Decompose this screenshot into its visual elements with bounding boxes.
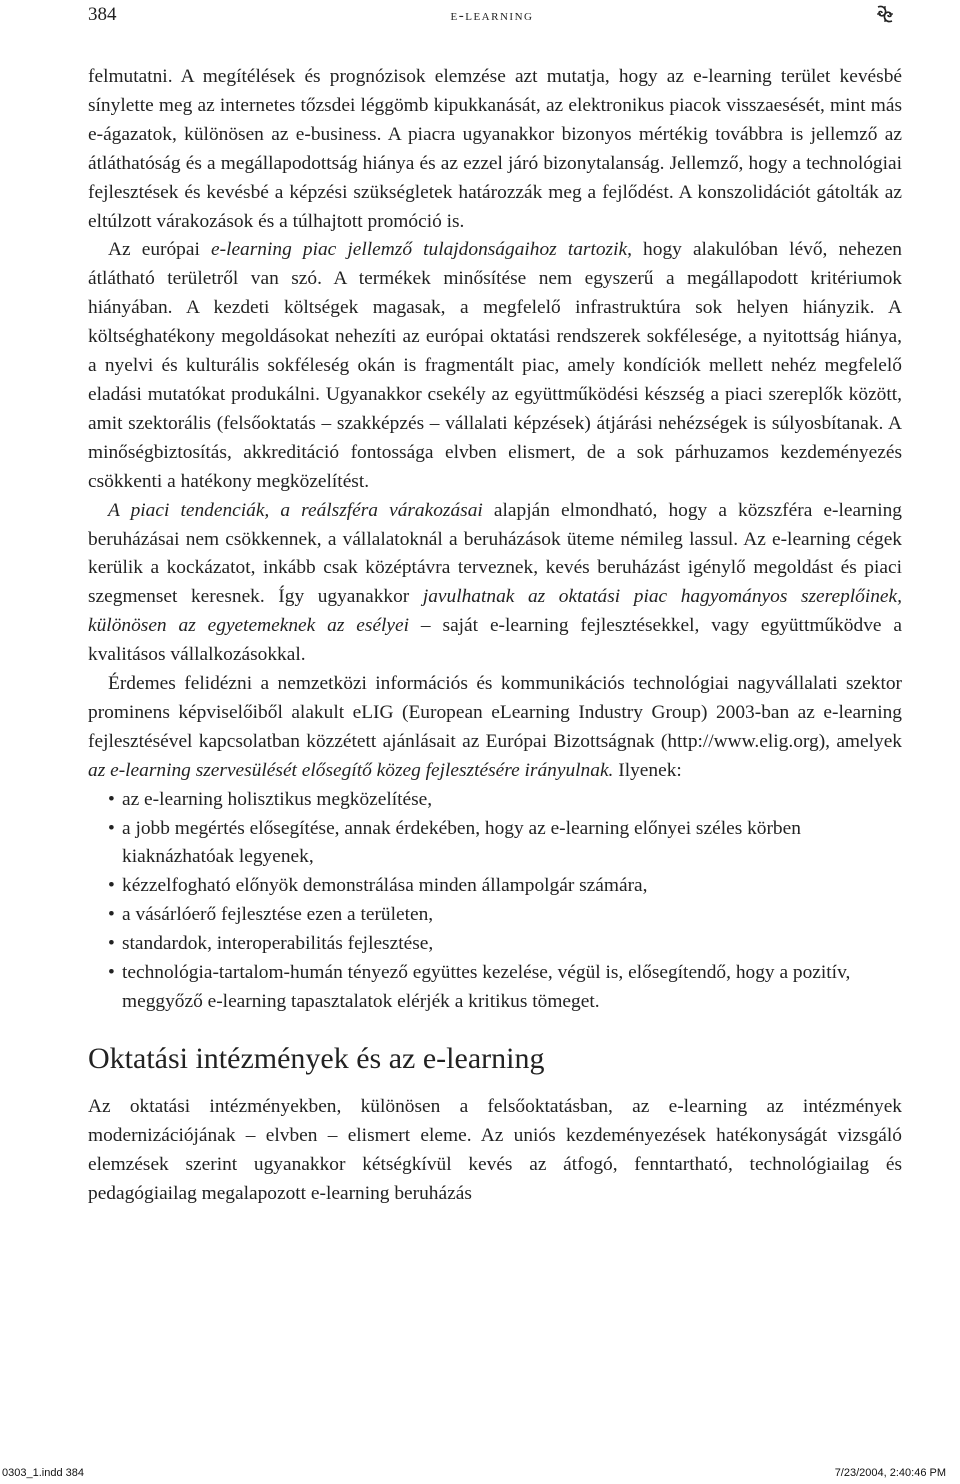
list-item-text: a jobb megértés elősegítése, annak érdekében, hogy az e-learning előnyei széles körben kiaknázhatóak legyenek, xyxy=(122,817,801,868)
running-head: e-learning xyxy=(450,8,534,24)
list-item xyxy=(88,815,902,873)
text-run: Érdemes felidézni a nemzetközi információs és kommunikációs technológiai nagyvállalati szektor prominens képviselőiből alakult eLIG (European eLearning Industry Group) 2003-ban az e-learning fejlesztésével kapcsolatban közzétett ajánlásait az Európai Bizottságnak (http://www.elig.org), amelyek xyxy=(88,673,902,752)
list-item-text: standardok, interoperabilitás fejlesztése, xyxy=(122,933,434,955)
page-header xyxy=(88,4,896,32)
print-footer xyxy=(0,1467,960,1481)
fleuron-icon xyxy=(874,3,896,25)
text-run: Ilyenek: xyxy=(613,759,682,781)
emphasis-run: az e-learning szervesülését elősegítő közeg fejlesztésére irányulnak. xyxy=(88,759,614,781)
text-run: , hogy alakulóban lévő, nehezen átlátható területről van szó. A termékek minősítése nem egyszerű a megállapodott kritériumok hiányában. A kezdeti költségek magasak, a megfelelő infrastruktúra sok helyen hiányzik. A költséghatékony megoldásokat nehezíti az európai oktatási rendszerek sokfélesége, a nyitottság hiánya, a nyelvi és kulturális sokféleség okán is fragmentált piac, amely kondíciók mellett nehéz megfelelő eladási mutatókat produkálni. Ugyanakkor csekély az együttműködési készség a piaci szereplők között, amit szektorális (felsőoktatás – szakképzés – vállalati képzések) átjárási nehézségek is súlyosbítanak. A minőségbiztosítás, akkreditáció fontossága elvben elismert, de a sok párhuzamos kezdeményezés csökkenti a hatékony megközelítést. xyxy=(88,239,903,492)
text-run: Az oktatási intézményekben, különösen a felsőoktatásban, az e-learning az intézmények modernizációjának – elvben – elismert eleme. Az uniós kezdeményezések hatékonyságát vizsgáló elemzések szerint ugyanakkor kétségkívül kevés az átfogó, fenntartható, technológiailag és pedagógiailag megalapozott e-learning beruházás xyxy=(88,1095,902,1204)
bullet-symbol: • xyxy=(108,904,115,926)
bullet-symbol: • xyxy=(108,817,115,839)
emphasis-run: e-learning piac jellemző tulajdonságaihoz tartozik xyxy=(211,239,628,261)
footer-file-info: 0303_1.indd 384 xyxy=(2,1467,84,1479)
bullet-symbol: • xyxy=(108,962,115,984)
list-item xyxy=(88,930,902,959)
paragraph-education-institutions xyxy=(88,1093,902,1209)
list-item xyxy=(88,786,902,815)
text-run: alapján elmondható, hogy a közszféra e-learning beruházásai nem csökkennek, a vállalatoknál a beruházások üteme némileg lassul. Az e-learning cégek kerülik a kockázatot, inkább csak középtávra terveznek, kevés beruházást igénylő megoldást és piaci szegmenset keresnek. Így ugyanakkor xyxy=(88,499,902,608)
text-run: – saját e-learning fejlesztésekkel, vagy együttműködve a kvalitásos vállalkozásokkal. xyxy=(88,615,902,666)
bullet-symbol: • xyxy=(108,875,115,897)
list-item-text: az e-learning holisztikus megközelítése, xyxy=(122,788,433,810)
list-item xyxy=(88,872,902,901)
body-text xyxy=(88,63,902,1209)
emphasis-run: A piaci tendenciák, a reálszféra várakozásai xyxy=(108,499,483,521)
paragraph-european-market xyxy=(88,236,902,496)
bullet-symbol: • xyxy=(108,788,115,810)
emphasis-run: javulhatnak az oktatási piac hagyományos szereplőinek, különösen az egyetemeknek az esélyei xyxy=(88,586,902,637)
recommendation-list xyxy=(88,786,902,1017)
list-item-text: a vásárlóerő fejlesztése ezen a területen, xyxy=(122,904,434,926)
text-run: felmutatni. A megítélések és prognózisok elemzése azt mutatja, hogy az e-learning terület kevésbé sínylette meg az internetes tőzsdei léggömb kipukkanását, az elektronikus piacok visszaesését, mint más e-ágazatok, különösen az e-business. A piacra ugyanakkor bizonyos mértékig továbbra is jellemző az átláthatóság és a megállapodottság hiánya és az ezzel járó bizonytalanság. Jellemző, hogy a technológiai fejlesztések és kevésbé a képzési szükségletek határozzák meg a fejlődést. A konszolidációt gátolták az eltúlzott várakozások és a túlhajtott promóció is. xyxy=(88,66,902,232)
list-item-text: kézzelfogható előnyök demonstrálása minden állampolgár számára, xyxy=(122,875,648,897)
section-heading: Oktatási intézmények és az e-learning xyxy=(88,1041,545,1075)
paragraph-market-assessment xyxy=(88,63,902,236)
paragraph-elig-recommendations xyxy=(88,670,902,786)
paragraph-market-trends xyxy=(88,497,902,670)
text-run: Az európai xyxy=(108,239,211,261)
footer-timestamp: 7/23/2004, 2:40:46 PM xyxy=(834,1467,946,1479)
bullet-symbol: • xyxy=(108,933,115,955)
list-item xyxy=(88,959,902,1017)
page-number: 384 xyxy=(88,4,117,25)
list-item xyxy=(88,901,902,930)
list-item-text: technológia-tartalom-humán tényező együttes kezelése, végül is, elősegítendő, hogy a pozitív, meggyőző e-learning tapasztalatok elérjék a kritikus tömeget. xyxy=(122,962,851,1012)
